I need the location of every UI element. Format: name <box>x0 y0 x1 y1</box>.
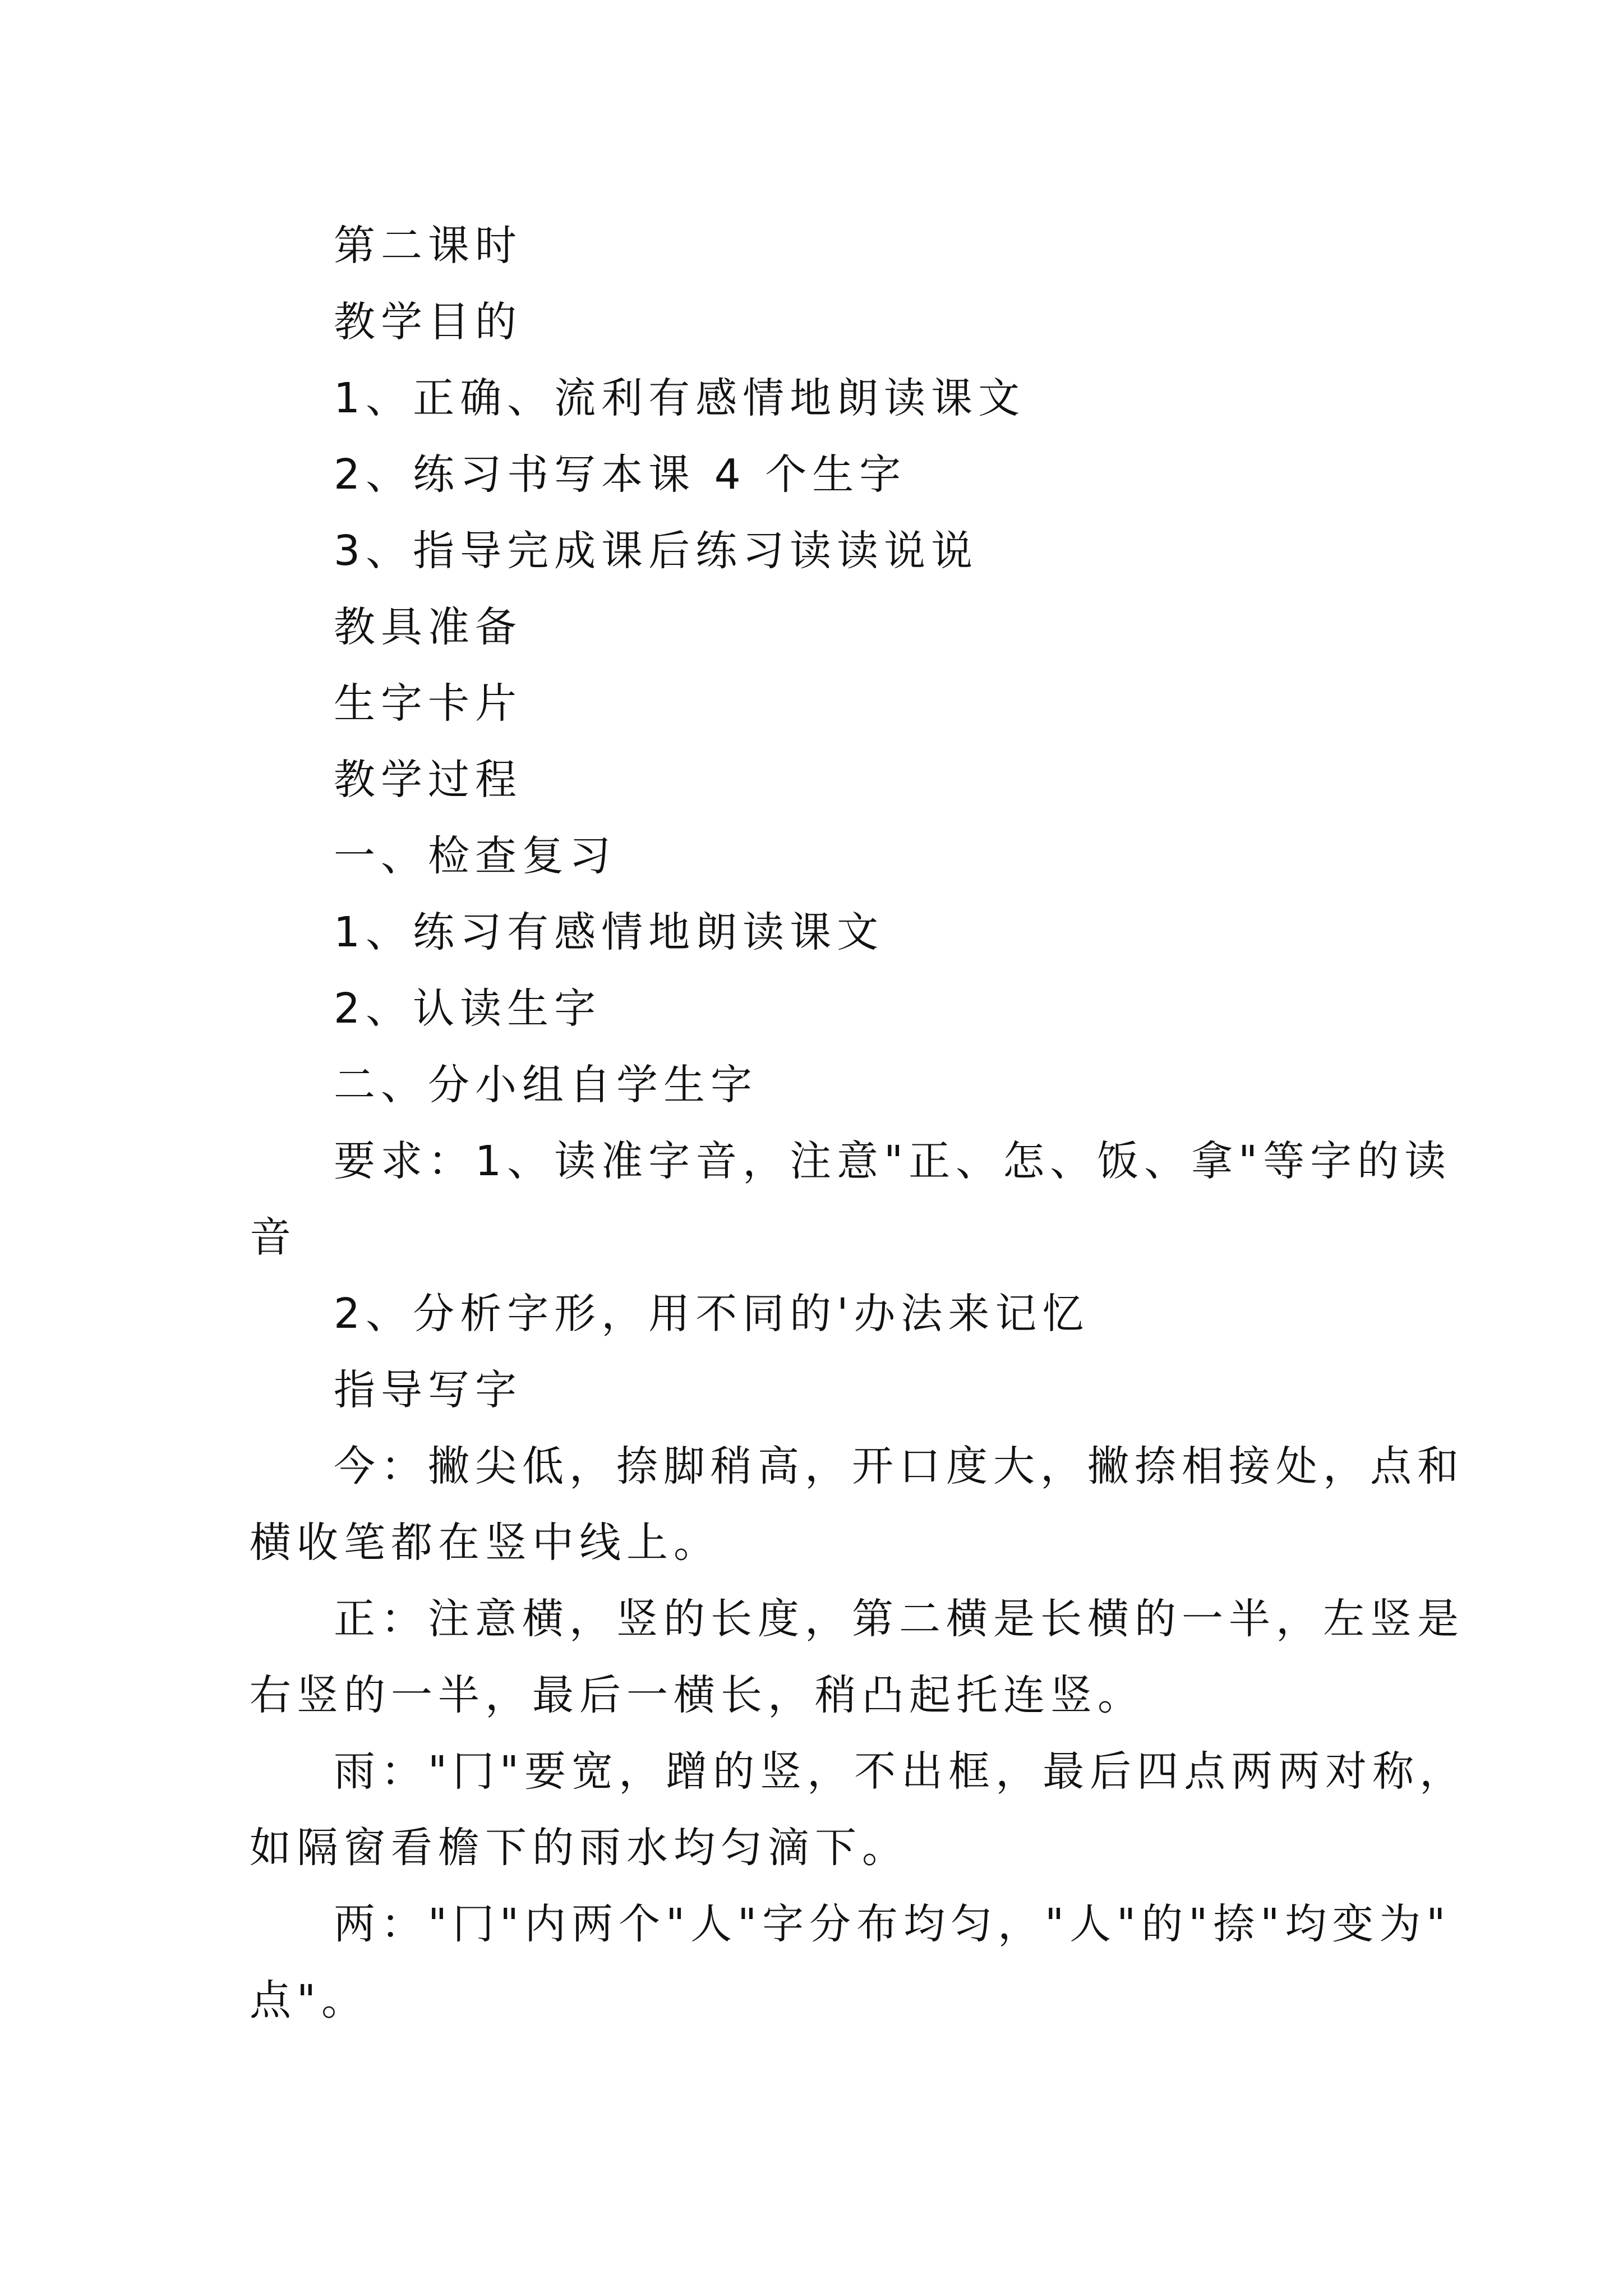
paragraph-line: 要求：1、读准字音，注意"正、怎、饭、拿"等字的读 <box>334 1137 1452 1185</box>
paragraph-line-continuation: 如隔窗看檐下的雨水均匀滴下。 <box>250 1824 909 1872</box>
paragraph-line-continuation: 点"。 <box>250 1976 369 2024</box>
process-item: 1、练习有感情地朗读课文 <box>334 908 884 956</box>
objective-item: 2、练习书写本课 4 个生字 <box>334 450 907 499</box>
section-heading-process: 教学过程 <box>334 756 522 804</box>
process-step-heading: 二、分小组自学生字 <box>334 1061 758 1109</box>
paragraph-line: 正：注意横，竖的长度，第二横是长横的一半，左竖是 <box>334 1595 1464 1643</box>
section-heading-objectives: 教学目的 <box>334 298 522 346</box>
sub-heading-writing: 指导写字 <box>334 1366 522 1414</box>
materials-item: 生字卡片 <box>334 679 522 728</box>
paragraph-line: 雨："冂"要宽，蹭的竖，不出框，最后四点两两对称， <box>334 1747 1467 1796</box>
paragraph-line-continuation: 横收笔都在竖中线上。 <box>250 1519 721 1567</box>
paragraph-line: 2、分析字形，用不同的'办法来记忆 <box>334 1290 1090 1338</box>
paragraph-line-continuation: 音 <box>250 1213 297 1262</box>
paragraph-line: 两："冂"内两个"人"字分布均匀，"人"的"捺"均变为" <box>334 1900 1451 1948</box>
section-heading-materials: 教具准备 <box>334 603 522 651</box>
lesson-title: 第二课时 <box>334 222 522 270</box>
objective-item: 1、正确、流利有感情地朗读课文 <box>334 374 1026 422</box>
paragraph-line-continuation: 右竖的一半，最后一横长，稍凸起托连竖。 <box>250 1671 1145 1719</box>
process-item: 2、认读生字 <box>334 984 602 1033</box>
objective-item: 3、指导完成课后练习读读说说 <box>334 527 979 575</box>
paragraph-line: 今：撇尖低，捺脚稍高，开口度大，撇捺相接处，点和 <box>334 1442 1464 1490</box>
document-body <box>250 208 1467 2039</box>
process-step-heading: 一、检查复习 <box>334 832 616 880</box>
